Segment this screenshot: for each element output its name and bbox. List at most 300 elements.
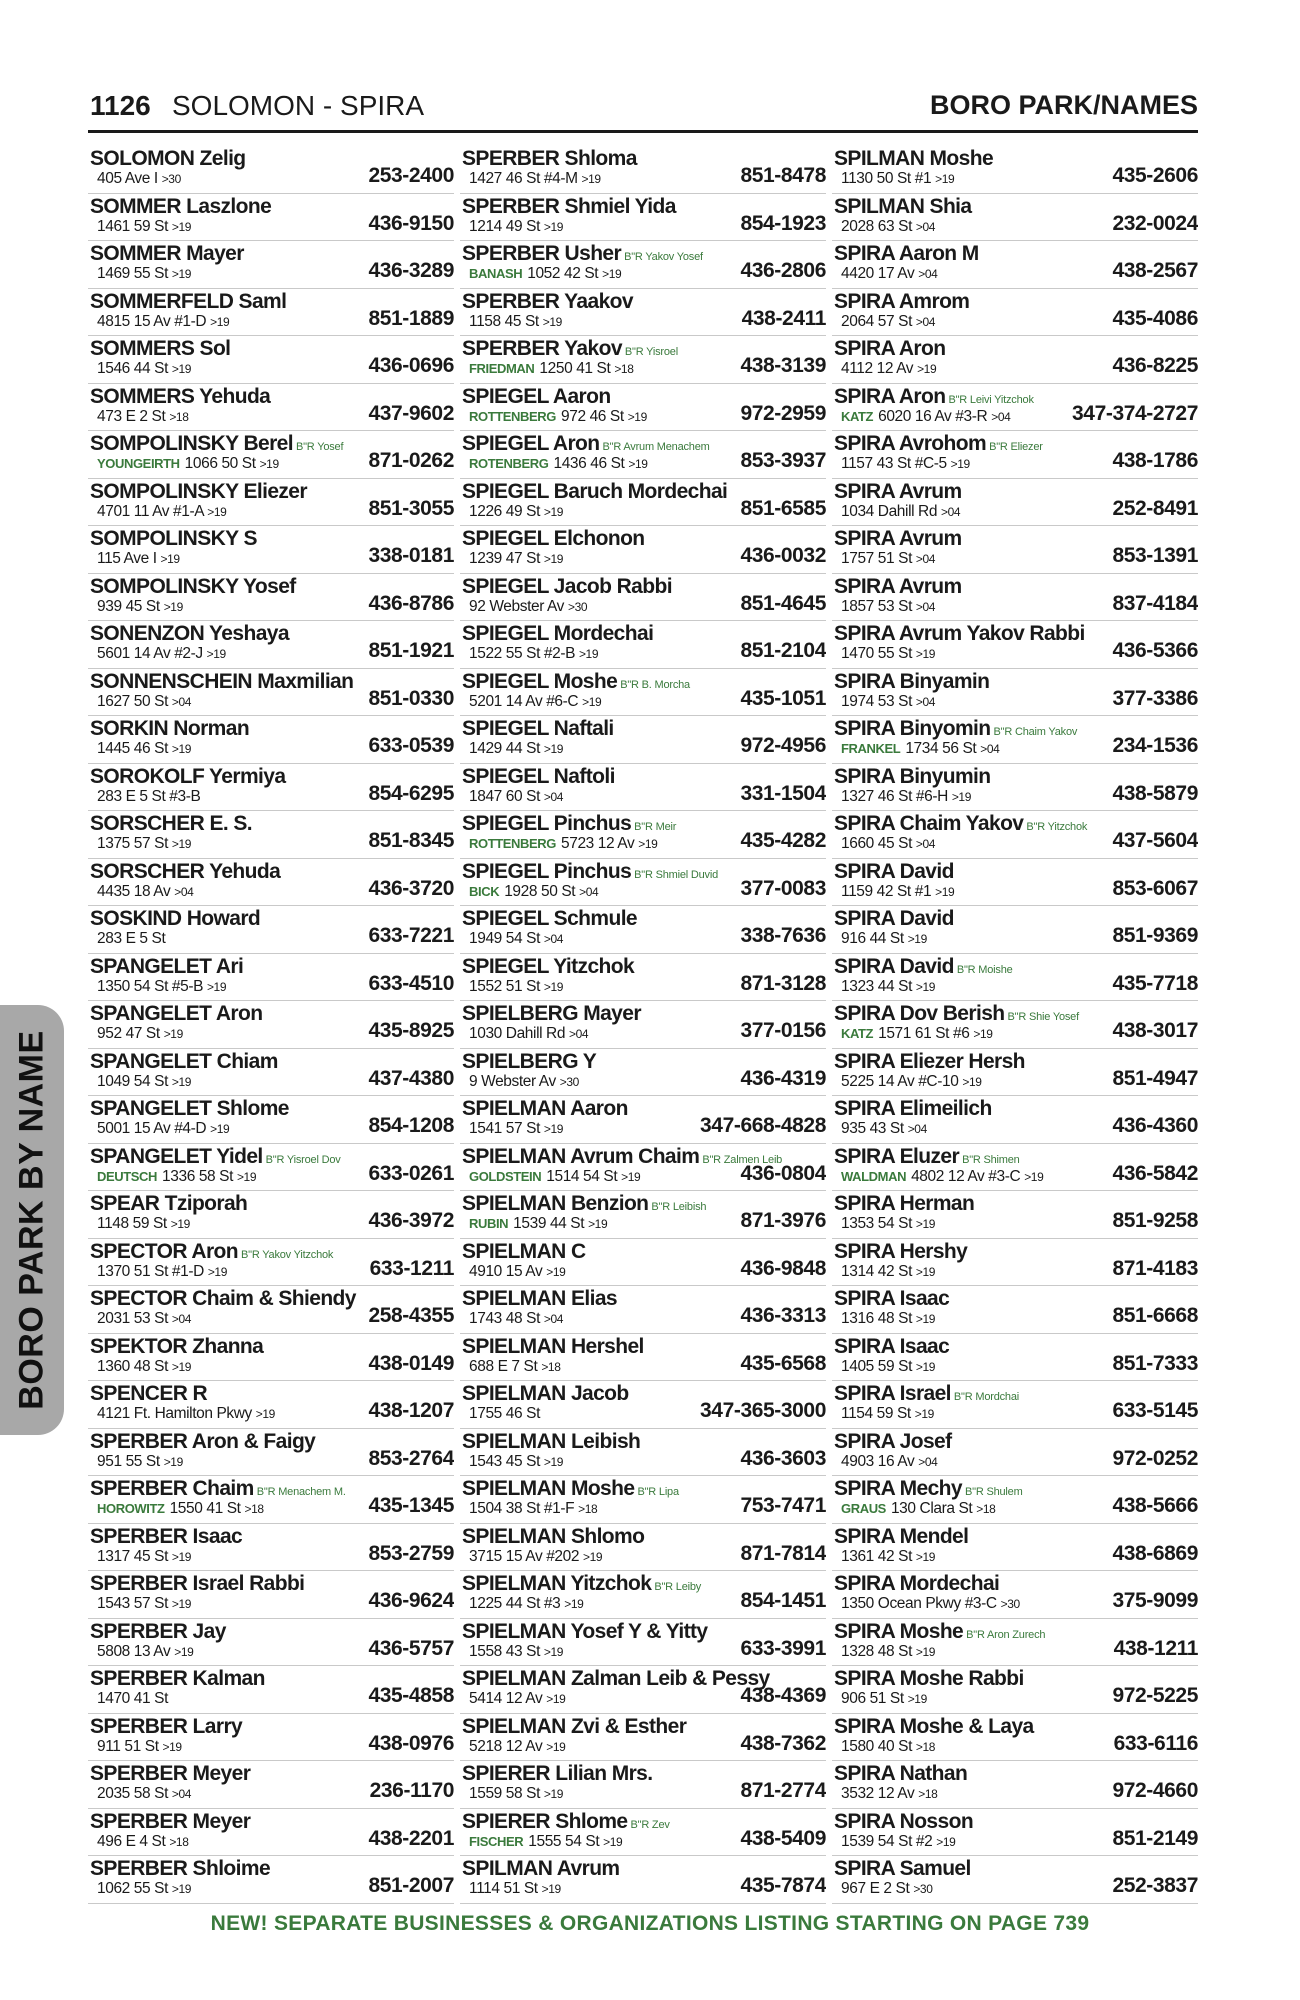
entry-name-line <box>90 1287 356 1311</box>
entry-phone: 338-7636 <box>740 924 826 947</box>
entry-address: 1225 44 St #3 <box>469 1595 561 1612</box>
entry-name-line <box>834 1857 971 1881</box>
entry-phone: 438-1786 <box>1112 449 1198 472</box>
entry-name: SPIRA Nathan <box>834 1762 968 1785</box>
entry-zip: >04 <box>918 267 938 281</box>
entry-address-line <box>469 1453 563 1471</box>
entry-name: SPIRA Isaac <box>834 1334 950 1358</box>
entry-zip: >19 <box>236 1169 257 1184</box>
entry-address: 1559 58 St <box>469 1785 540 1802</box>
entry-address-line <box>469 1738 565 1756</box>
entry-name: SPIRA Binyamin <box>834 669 990 693</box>
entry-address-line <box>97 1500 264 1518</box>
entry-address-line <box>97 503 226 521</box>
entry-maiden-surname: KATZ <box>841 1026 874 1041</box>
side-tab <box>0 1005 64 1435</box>
entry-zip: >04 <box>915 552 936 566</box>
entry-name: SPERBER Meyer <box>90 1762 251 1785</box>
entry-zip: >19 <box>171 1549 192 1564</box>
entry-phone: 436-4319 <box>740 1066 826 1090</box>
entry-address: 967 E 2 St <box>841 1880 910 1897</box>
entry-phone: 633-3991 <box>740 1636 826 1660</box>
entry-address: 405 Ave I <box>97 170 158 187</box>
entry-name: SPIERER Lilian Mrs. <box>462 1762 653 1785</box>
entry-name-line <box>834 860 954 884</box>
entry-zip: >19 <box>543 1787 564 1801</box>
entry-zip: >04 <box>543 1312 564 1326</box>
entry-address-line <box>841 788 971 806</box>
entry-address: 1660 45 St <box>841 835 912 852</box>
listing-entry <box>832 241 1198 289</box>
entry-address-line <box>841 645 935 663</box>
entry-phone: 853-3937 <box>740 449 826 472</box>
entry-address: 1470 55 St <box>841 645 912 662</box>
listing-entry <box>88 479 454 527</box>
entry-name: SOLOMON Zelig <box>90 147 246 170</box>
entry-phone: 436-0032 <box>740 544 826 567</box>
entry-name: SPIRA Hershy <box>834 1239 968 1263</box>
entry-name-line <box>834 1715 1034 1739</box>
entry-address: 1314 42 St <box>841 1262 912 1280</box>
entry-address-line <box>841 1548 935 1566</box>
listing-entry <box>88 1049 454 1097</box>
entry-name-line <box>834 1335 949 1359</box>
section-title: BORO PARK/NAMES <box>929 90 1198 120</box>
entry-address-line <box>469 1120 563 1138</box>
entry-address: 1159 42 St #1 <box>841 882 932 900</box>
entry-name: SPIELMAN Moshe <box>462 1477 635 1500</box>
entry-address: 951 55 St <box>97 1452 160 1470</box>
entry-address-line <box>469 978 563 996</box>
listing-entry <box>832 431 1198 479</box>
entry-address-line <box>97 360 191 378</box>
entry-address: 5201 14 Av #6-C <box>469 692 579 710</box>
entry-phone: 837-4184 <box>1112 591 1198 615</box>
entry-address: 6020 16 Av #3-R <box>878 407 988 425</box>
entry-zip: >04 <box>915 219 936 234</box>
entry-phone: 437-5604 <box>1112 829 1198 852</box>
entry-address: 5723 12 Av <box>561 835 635 852</box>
entry-phone: 871-0262 <box>368 449 454 472</box>
entry-phone: 972-4956 <box>740 734 826 757</box>
entry-zip: >04 <box>915 599 936 614</box>
listing-entry <box>88 811 454 859</box>
entry-address: 5225 14 Av #C-10 <box>841 1072 959 1090</box>
entry-zip: >19 <box>543 219 564 234</box>
listing-entry <box>88 716 454 764</box>
entry-address: 4420 17 Av <box>841 265 915 282</box>
entry-patronymic: B"R Lipa <box>637 1486 679 1498</box>
listing-entry <box>460 1334 826 1382</box>
entry-zip: >19 <box>583 1549 603 1564</box>
entry-address: 4903 16 Av <box>841 1452 915 1470</box>
entry-name-line <box>462 575 672 599</box>
entry-name-line <box>462 337 678 361</box>
listing-entry <box>88 1666 454 1714</box>
entry-phone: 252-3837 <box>1112 1874 1198 1897</box>
entry-name-line <box>834 1002 1079 1026</box>
entry-phone: 234-1536 <box>1112 734 1198 757</box>
entry-address: 1571 61 St #6 <box>878 1025 970 1042</box>
entry-name-line <box>90 1382 207 1406</box>
entry-address: 1429 44 St <box>469 740 540 757</box>
listing-entry <box>460 1429 826 1477</box>
listing-entry <box>460 1286 826 1334</box>
entry-name-line <box>834 242 979 266</box>
entry-zip: >04 <box>915 314 936 329</box>
entry-name-line <box>90 670 353 694</box>
entry-zip: >19 <box>915 1549 936 1564</box>
listing-entry <box>460 764 826 812</box>
entry-address: 1130 50 St #1 <box>841 170 932 187</box>
entry-patronymic: B"R Yosef <box>295 441 344 453</box>
entry-name: SPIRA Samuel <box>834 1857 971 1880</box>
listing-entry <box>832 1381 1198 1429</box>
entry-address: 1148 59 St <box>97 1215 167 1232</box>
listing-entry <box>832 1049 1198 1097</box>
entry-zip: >19 <box>907 932 927 946</box>
listing-entry <box>460 1856 826 1904</box>
entry-address: 1461 59 St <box>97 217 168 235</box>
entry-zip: >19 <box>163 599 183 614</box>
entry-name-line <box>834 622 1085 646</box>
entry-patronymic: B"R Eliezer <box>989 441 1043 453</box>
entry-address: 906 51 St <box>841 1690 904 1707</box>
entry-name: SORSCHER E. S. <box>90 812 252 835</box>
entry-phone: 853-2759 <box>368 1541 454 1565</box>
entry-phone: 435-4858 <box>368 1684 454 1707</box>
listing-entry <box>460 954 826 1002</box>
entry-address-line <box>97 265 191 283</box>
entry-name: SPIELMAN Hershel <box>462 1334 644 1358</box>
entry-name-line <box>90 1097 289 1121</box>
entry-phone: 438-4369 <box>740 1684 826 1707</box>
entry-patronymic: B"R Yisroel Dov <box>265 1153 341 1166</box>
listing-entry <box>832 574 1198 622</box>
entry-name: SPIRA Moshe Rabbi <box>834 1667 1024 1690</box>
entry-name: SPIRA Josef <box>834 1429 952 1453</box>
entry-address: 1541 57 St <box>469 1120 540 1137</box>
entry-phone: 436-4360 <box>1112 1114 1198 1137</box>
entry-address: 1555 54 St <box>528 1832 600 1850</box>
entry-address: 1550 41 St <box>169 1500 241 1517</box>
entry-name-line <box>90 717 249 741</box>
listing-entry <box>832 764 1198 812</box>
entry-phone: 375-9099 <box>1112 1589 1198 1612</box>
entry-address: 1034 Dahill Rd <box>841 502 938 520</box>
entry-zip: >19 <box>588 1217 608 1231</box>
entry-address-line <box>841 1880 932 1898</box>
listing-entry <box>832 1856 1198 1904</box>
entry-phone: 435-1051 <box>740 686 826 710</box>
listing-entry <box>460 906 826 954</box>
entry-patronymic: B"R Shulem <box>965 1486 1023 1498</box>
entry-address: 1158 45 St <box>469 312 539 330</box>
entry-address-line <box>97 1595 191 1613</box>
entry-address-line <box>97 170 181 188</box>
entry-zip: >19 <box>171 362 192 376</box>
entry-zip: >18 <box>915 1739 936 1754</box>
entry-name: SPANGELET Shlome <box>90 1097 289 1120</box>
entry-name-line <box>462 432 710 456</box>
entry-name-line <box>462 765 615 789</box>
entry-name: SPIRA Herman <box>834 1192 975 1215</box>
listing-entry <box>88 384 454 432</box>
listing-entry <box>460 146 826 194</box>
entry-name: SPIEGEL Schmule <box>462 907 638 930</box>
entry-address-line <box>841 1500 995 1518</box>
entry-name-line <box>90 432 343 456</box>
listing-entry <box>460 1239 826 1287</box>
entry-name-line <box>462 1335 644 1359</box>
listing-entry <box>460 1144 826 1192</box>
entry-name-line <box>90 622 289 646</box>
entry-zip: >19 <box>541 1882 561 1896</box>
entry-address-line <box>841 978 935 996</box>
listing-entry <box>88 621 454 669</box>
entry-name-line <box>834 1430 952 1454</box>
entry-address-line <box>97 1120 229 1138</box>
entry-phone: 438-2201 <box>368 1826 454 1850</box>
entry-name: SPIRA Avrum <box>834 479 962 503</box>
entry-address-line <box>841 1358 935 1376</box>
entry-phone: 633-0539 <box>368 734 454 757</box>
entry-name-line <box>462 1050 596 1074</box>
entry-maiden-surname: BICK <box>469 883 500 899</box>
entry-name: SPIRA Eliezer Hersh <box>834 1049 1025 1073</box>
entry-address: 1427 46 St #4-M <box>469 170 578 187</box>
entry-address: 1743 48 St <box>469 1310 540 1327</box>
entry-name: SPIELMAN Benzion <box>462 1192 649 1215</box>
entry-name-line <box>462 290 633 314</box>
entry-name: SOMMERS Sol <box>90 337 231 360</box>
listing-entry <box>460 669 826 717</box>
entry-name-line <box>462 812 676 836</box>
entry-name: SPERBER Usher <box>462 242 622 265</box>
listing-entry <box>460 1666 826 1714</box>
entry-name: SPIELMAN Zalman Leib & Pessy <box>462 1667 770 1690</box>
entry-address-line <box>841 1833 955 1851</box>
entry-address-line <box>469 740 563 758</box>
entry-address: 2028 63 St <box>841 217 912 235</box>
entry-address-line <box>469 1358 560 1376</box>
entry-name-line <box>90 1525 242 1549</box>
listing-entry <box>832 1476 1198 1524</box>
entry-phone: 436-0696 <box>368 354 454 377</box>
entry-phone: 851-8345 <box>368 829 454 852</box>
entry-address-line <box>469 360 633 378</box>
entry-maiden-surname: BANASH <box>469 266 523 281</box>
entry-name-line <box>834 290 969 314</box>
entry-address: 1543 45 St <box>469 1452 540 1470</box>
entry-name-line <box>462 1857 620 1881</box>
entry-name-line <box>834 1050 1025 1074</box>
entry-phone: 851-0330 <box>368 686 454 710</box>
entry-address: 1627 50 St <box>97 692 168 710</box>
listing-entry <box>88 336 454 384</box>
entry-zip: >18 <box>976 1502 996 1516</box>
entry-zip: >19 <box>163 1027 183 1041</box>
entry-zip: >19 <box>950 457 970 471</box>
entry-phone: 972-5225 <box>1112 1684 1198 1707</box>
entry-address-line <box>469 1880 561 1898</box>
listing-entry <box>460 859 826 907</box>
entry-phone: 377-0156 <box>740 1019 826 1042</box>
entry-name-line <box>90 575 296 599</box>
listing-entry <box>832 289 1198 337</box>
listing-entry <box>832 194 1198 242</box>
entry-zip: >04 <box>991 409 1011 424</box>
entry-address-line <box>469 598 587 616</box>
entry-name-line <box>462 1572 701 1596</box>
entry-phone: 436-8225 <box>1112 354 1198 377</box>
entry-zip: >19 <box>564 1597 584 1611</box>
listing-entry <box>460 384 826 432</box>
listing-entry <box>88 764 454 812</box>
entry-address-line <box>97 598 183 616</box>
entry-name: SPERBER Israel Rabbi <box>90 1572 305 1595</box>
listing-entry <box>460 1619 826 1667</box>
entry-address-line <box>469 1500 597 1518</box>
entry-address: 1405 59 St <box>841 1357 912 1375</box>
entry-zip: >30 <box>1000 1597 1020 1611</box>
entry-name-line <box>90 337 230 361</box>
entry-address: 1734 56 St <box>905 740 977 757</box>
entry-zip: >04 <box>543 932 564 946</box>
entry-address: 2064 57 St <box>841 312 912 330</box>
entry-phone: 851-6668 <box>1112 1304 1198 1327</box>
entry-phone: 851-2007 <box>368 1874 454 1897</box>
entry-zip: >19 <box>171 1359 192 1374</box>
entry-name: SPENCER R <box>90 1382 208 1405</box>
entry-address-line <box>469 1595 583 1613</box>
entry-name: SPERBER Shloime <box>90 1857 271 1880</box>
listing-entry <box>88 194 454 242</box>
entry-name-line <box>462 717 614 741</box>
listing-entry <box>832 1096 1198 1144</box>
entry-name-line <box>834 1762 967 1786</box>
entry-name: SPIELMAN Aaron <box>462 1097 628 1120</box>
entry-zip: >19 <box>171 742 192 756</box>
entry-name: SPIEGEL Elchonon <box>462 527 645 550</box>
entry-patronymic: B"R Menachem M. <box>256 1486 346 1498</box>
entry-zip: >19 <box>546 1739 566 1754</box>
entry-phone: 633-0261 <box>368 1161 454 1185</box>
entry-patronymic: B"R Yakov Yosef <box>624 251 703 263</box>
entry-name: SPIEGEL Baruch Mordechai <box>462 479 728 503</box>
entry-phone: 851-4947 <box>1112 1066 1198 1090</box>
entry-zip: >04 <box>941 504 961 519</box>
entry-maiden-surname: RUBIN <box>469 1216 509 1231</box>
entry-name: SPIELMAN C <box>462 1239 586 1263</box>
entry-address-line <box>97 313 229 331</box>
entry-name: SPIRA Avrohom <box>834 432 987 455</box>
entry-address-line <box>97 1405 275 1423</box>
entry-name: SOMPOLINSKY Eliezer <box>90 479 307 503</box>
entry-zip: >19 <box>915 1264 936 1279</box>
entry-patronymic: B"R Leiby <box>654 1581 702 1593</box>
listing-entry <box>832 479 1198 527</box>
listing-entry <box>832 1761 1198 1809</box>
entry-phone: 437-4380 <box>368 1066 454 1090</box>
entry-zip: >19 <box>210 314 230 329</box>
page-range: SOLOMON - SPIRA <box>172 90 425 121</box>
entry-name: SOROKOLF Yermiya <box>90 764 286 788</box>
listing-entry <box>88 1761 454 1809</box>
entry-address: 283 E 5 St #3-B <box>97 787 201 805</box>
entry-phone: 436-0804 <box>740 1161 826 1185</box>
entry-phone: 972-2959 <box>740 401 826 425</box>
entry-zip: >30 <box>913 1882 933 1896</box>
entry-address: 1114 51 St <box>469 1880 538 1897</box>
listing-entry <box>88 669 454 717</box>
listing-entry <box>832 336 1198 384</box>
entry-name-line <box>462 385 611 409</box>
listing-entry <box>832 384 1198 432</box>
entry-patronymic: B"R B. Morcha <box>620 678 690 691</box>
entry-address: 2035 58 St <box>97 1785 168 1802</box>
entry-name: SPERBER Jay <box>90 1619 226 1643</box>
entry-phone: 851-2149 <box>1112 1826 1198 1850</box>
entry-phone: 851-8478 <box>740 164 826 187</box>
entry-name: SPIRA David <box>834 859 954 883</box>
entry-address-line <box>841 360 936 378</box>
entry-name: SPECTOR Aron <box>90 1239 238 1263</box>
entry-name: SPIELMAN Leibish <box>462 1429 641 1453</box>
entry-address-line <box>841 1263 935 1281</box>
entry-phone: 436-2806 <box>740 259 826 282</box>
listing-entry <box>832 146 1198 194</box>
entry-name: SORSCHER Yehuda <box>90 859 281 883</box>
entry-address-line <box>469 1785 563 1803</box>
entry-name: SOMMER Mayer <box>90 242 244 265</box>
entry-name: SPIEGEL Moshe <box>462 669 618 693</box>
entry-zip: >18 <box>541 1359 561 1374</box>
entry-address-line <box>97 1738 182 1756</box>
entry-phone: 851-1921 <box>368 639 454 662</box>
entry-name-line <box>462 1382 629 1406</box>
entry-name-line <box>834 717 1077 741</box>
entry-address: 1504 38 St #1-F <box>469 1500 575 1517</box>
entry-address: 130 Clara St <box>890 1500 973 1517</box>
entry-phone: 438-3139 <box>740 354 826 377</box>
entry-name-line <box>90 480 307 504</box>
entry-name: SPIRA Aaron M <box>834 242 979 265</box>
entry-zip: >04 <box>579 884 599 899</box>
entry-name-line <box>90 860 280 884</box>
entry-phone: 851-9369 <box>1112 924 1198 947</box>
entry-name-line <box>834 385 1034 409</box>
listing-entry <box>88 1381 454 1429</box>
entry-patronymic: B"R Mordchai <box>953 1391 1020 1403</box>
entry-phone: 436-5366 <box>1112 639 1198 662</box>
entry-address: 4802 12 Av #3-C <box>911 1167 1021 1185</box>
entry-phone: 258-4355 <box>368 1304 454 1327</box>
listing-entry <box>460 1049 826 1097</box>
listing-entry <box>832 1809 1198 1857</box>
entry-address-line <box>841 1453 937 1471</box>
entry-zip: >19 <box>914 1407 934 1421</box>
listing-entry <box>88 859 454 907</box>
entry-name-line <box>462 1002 641 1026</box>
entry-name-line <box>834 1810 973 1834</box>
entry-zip: >18 <box>169 1834 189 1849</box>
entry-name-line <box>462 1477 679 1501</box>
entry-phone: 851-7333 <box>1112 1351 1198 1375</box>
entry-address: 1847 60 St <box>469 787 540 805</box>
entry-phone: 347-365-3000 <box>700 1399 826 1422</box>
entry-address: 1239 47 St <box>469 550 540 567</box>
